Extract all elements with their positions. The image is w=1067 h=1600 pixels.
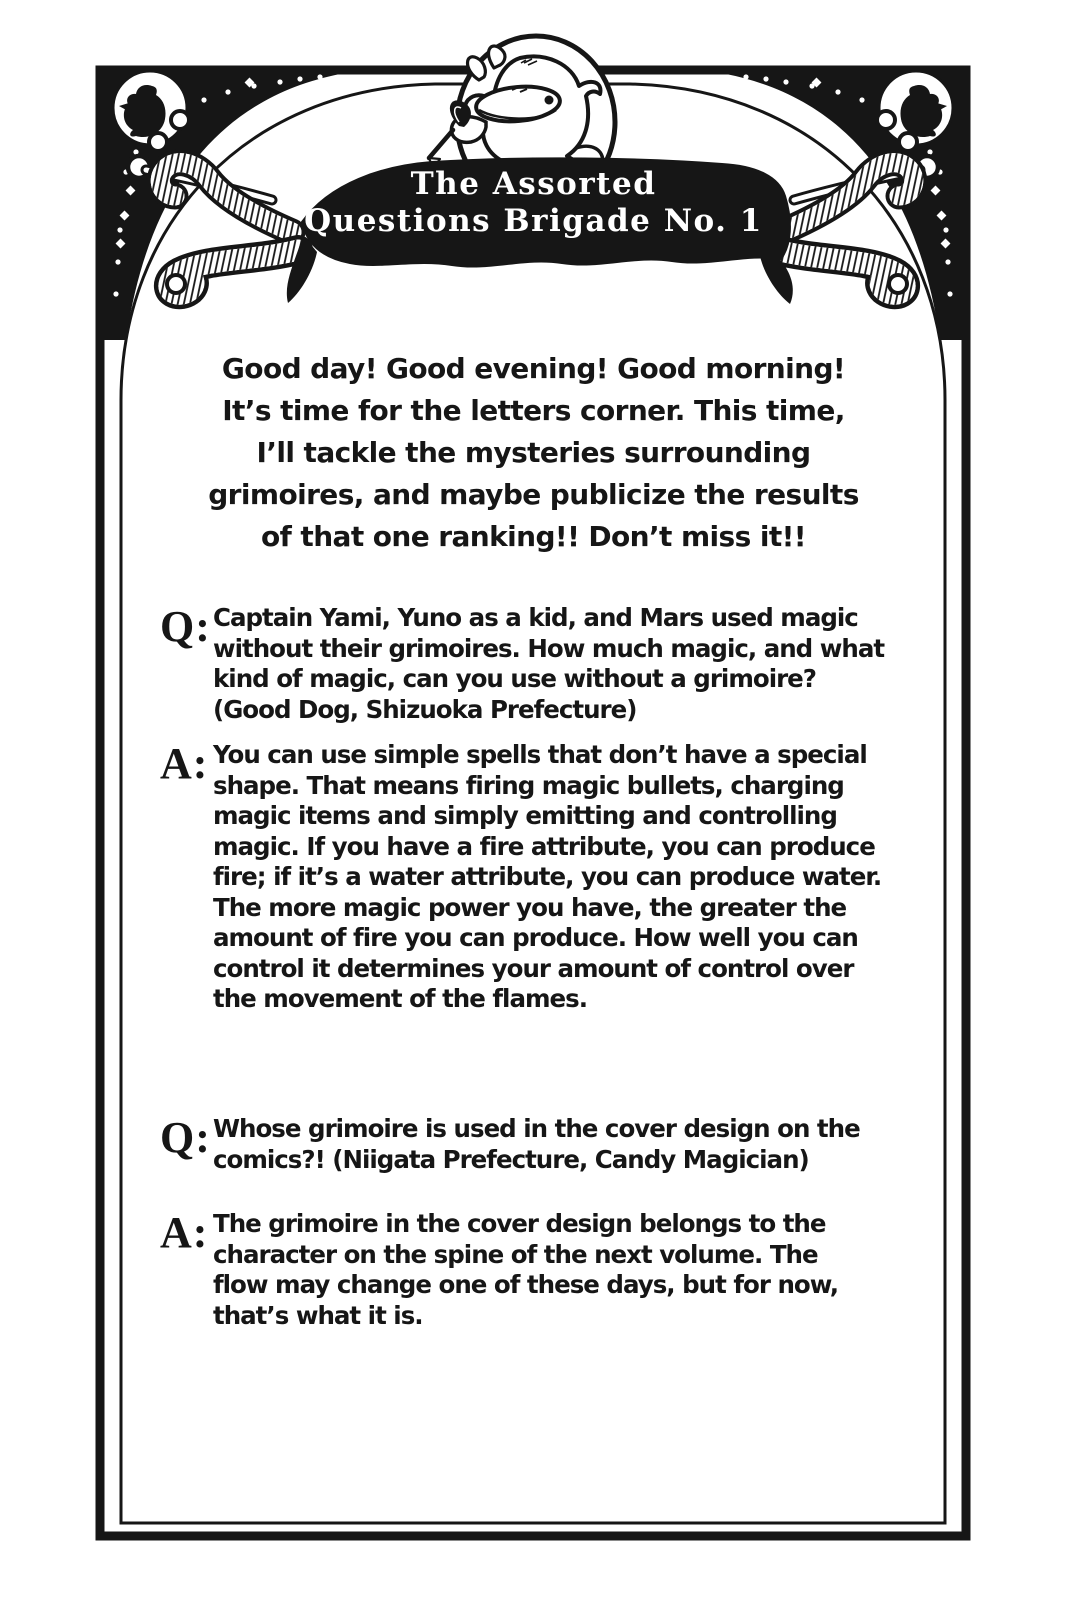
text-line: magic. If you have a fire attribute, you can produce: [213, 831, 875, 861]
text-line: magic items and simply emitting and controlling: [213, 801, 837, 830]
text-line: Whose grimoire is used in the cover design on the: [213, 1114, 860, 1143]
intro-line: of that one ranking!! Don’t miss it!!: [261, 520, 806, 553]
text-line: character on the spine of the next volume. The: [213, 1239, 818, 1269]
question-2: [160, 1114, 957, 1175]
answer-2: [160, 1209, 957, 1331]
text-line: the movement of the flames.: [213, 984, 588, 1013]
text-line: kind of magic, can you use without a grimoire?: [213, 664, 816, 693]
banner-title-line2: Questions Brigade No. 1: [304, 203, 763, 239]
intro-line: I’ll tackle the mysteries surrounding: [256, 436, 811, 469]
text-line: control it determines your amount of control over: [213, 953, 854, 983]
banner-title-line1: The Assorted: [410, 166, 657, 202]
text-line: The grimoire in the cover design belongs to the: [213, 1209, 826, 1238]
text-line: amount of fire you can produce. How well you can: [213, 923, 858, 952]
answer-text: [213, 740, 957, 1015]
intro-line: grimoires, and maybe publicize the results: [208, 478, 859, 511]
text-line: shape. That means firing magic bullets, charging: [213, 770, 844, 800]
intro-line: Good day! Good evening! Good morning!: [221, 352, 846, 385]
question-text: [213, 603, 957, 725]
answer-1: [160, 740, 957, 1015]
text-line: that’s what it is.: [213, 1300, 423, 1330]
intro-line: It’s time for the letters corner. This time,: [222, 394, 845, 427]
answer-label: A:: [160, 1208, 209, 1257]
text-line: without their grimoires. How much magic, and what: [213, 633, 885, 663]
text-line: (Good Dog, Shizuoka Prefecture): [213, 694, 637, 724]
answer-text: [213, 1209, 957, 1331]
text-line: You can use simple spells that don’t have a special: [213, 740, 867, 769]
text-line: flow may change one of these days, but for now,: [213, 1270, 839, 1299]
text-line: comics?! (Niigata Prefecture, Candy Magician): [213, 1144, 809, 1174]
question-text: [213, 1114, 957, 1175]
text-line: fire; if it’s a water attribute, you can produce water.: [213, 862, 882, 891]
question-label: Q:: [160, 1113, 211, 1162]
text-line: The more magic power you have, the greater the: [213, 892, 847, 922]
question-1: [160, 603, 957, 725]
banner-title: [0, 166, 1067, 240]
question-label: Q:: [160, 602, 211, 651]
text-line: Captain Yami, Yuno as a kid, and Mars used magic: [213, 603, 858, 632]
intro-paragraph: [110, 348, 957, 558]
answer-label: A:: [160, 739, 209, 788]
